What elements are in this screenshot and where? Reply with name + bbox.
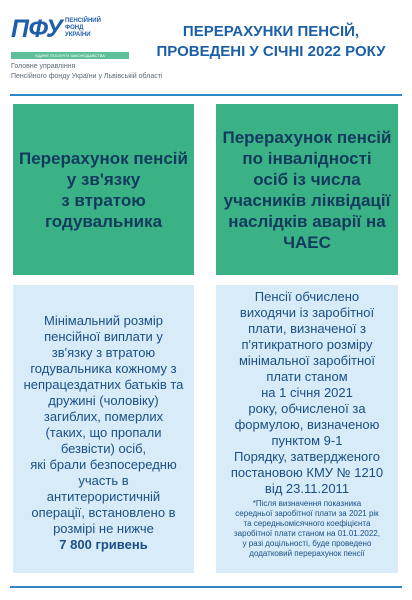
footnote-line: та середньомісячного коефіцієнта	[243, 519, 371, 528]
minimum-pension-amount: 7 800 гривень	[59, 537, 148, 552]
logo-name-line: ПЕНСІЙНИЙ	[65, 18, 101, 24]
body-line: пенсійної виплати у	[44, 329, 163, 344]
body-line: безвісти) осіб,	[60, 441, 147, 456]
body-line: мінімальної заробітної	[238, 353, 375, 368]
heading-line: Перерахунок пенсій	[222, 127, 392, 147]
body-line: (таких, що пропали	[45, 425, 162, 440]
heading-line: з втратою	[61, 190, 146, 210]
title-line: ПЕРЕРАХУНКИ ПЕНСІЙ,	[182, 23, 360, 40]
heading-line: годувальника	[44, 211, 163, 231]
body-line: формулою, визначеною	[234, 417, 380, 432]
footnote-line: додатковий перерахунок пенсії	[249, 549, 365, 558]
heading-line: Перерахунок пенсій	[19, 148, 188, 168]
organization-name	[11, 62, 181, 82]
chornobyl-pension-body-panel	[216, 285, 398, 573]
body-line: антитерористичній	[46, 489, 161, 504]
body-line: від 23.11.2011	[264, 481, 350, 496]
body-line: зв'язку з втратою	[51, 345, 156, 360]
body-line: на 1 січня 2021	[261, 385, 353, 400]
body-line: дружині (чоловіку)	[48, 393, 159, 408]
logo-name-line: ФОНД	[65, 25, 84, 31]
pfu-logo	[11, 14, 123, 60]
logo-name-line: УКРАЇНИ	[65, 32, 91, 38]
body-line: загиблих, померлих	[43, 409, 164, 424]
body-line: Пенсії обчислено	[254, 289, 360, 304]
footnote	[231, 499, 383, 559]
body-line: постановою КМУ № 1210	[230, 465, 384, 480]
org-line: Головне управління	[11, 63, 76, 70]
heading-line: у зв'язку	[66, 169, 141, 189]
body-line: плати, визначеної з	[248, 321, 366, 336]
top-divider	[10, 94, 402, 96]
title-line: ПРОВЕДЕНІ У СІЧНІ 2022 РОКУ	[156, 43, 386, 60]
body-line: виходячи із заробітної	[239, 305, 375, 320]
footnote-line: заробітної плати станом на 01.01.2022,	[234, 529, 380, 538]
heading-line: ЧАЕС	[283, 232, 331, 252]
panel-body	[24, 285, 184, 553]
heading-line: учасників ліквідації	[223, 190, 391, 210]
page-title	[138, 22, 404, 62]
body-line: пунктом 9-1	[271, 433, 343, 448]
body-line: Порядку, затвердженого	[234, 449, 380, 464]
body-line: годувальника кожному з	[30, 361, 177, 376]
logo-abbreviation: ПФУ	[11, 15, 63, 43]
body-line: року, обчисленої за	[248, 401, 366, 416]
body-line: плати станом	[266, 369, 348, 384]
body-line: участь в	[78, 473, 129, 488]
body-line: які брали безпосередню	[30, 457, 177, 472]
footnote-line: *Після визначення показника	[252, 499, 362, 508]
logo-name	[65, 18, 125, 39]
header	[0, 0, 412, 96]
body-line: розмірі не нижче	[53, 521, 154, 536]
heading-line: осіб із числа	[253, 169, 361, 189]
heading-line: по інвалідності	[242, 148, 372, 168]
orphan-pension-body-panel	[13, 285, 194, 573]
bottom-divider	[10, 586, 402, 588]
panel-heading	[223, 127, 392, 253]
footnote-line: у разі доцільності, буде проведено	[242, 539, 372, 548]
footnote-line: середньої заробітної плати за 2021 рік	[235, 509, 379, 518]
body-line: операції, встановлено в	[31, 505, 176, 520]
heading-line: наслідків аварії на	[228, 211, 386, 231]
orphan-pension-heading-panel	[13, 104, 194, 275]
body-line: непрацездатних батьків та	[23, 377, 184, 392]
panel-heading	[19, 148, 188, 232]
chornobyl-pension-heading-panel	[216, 104, 398, 275]
logo-tagline: ЄДИНЕ ПОСЛУГИ ЗАКОНОДАВСТВА	[11, 52, 129, 59]
org-line: Пенсійного фонду України у Львівській області	[11, 73, 163, 80]
body-line: Мінімальний розмір	[44, 313, 163, 328]
body-line: п'ятикратного розміру	[241, 337, 373, 352]
panel-body	[231, 285, 383, 559]
